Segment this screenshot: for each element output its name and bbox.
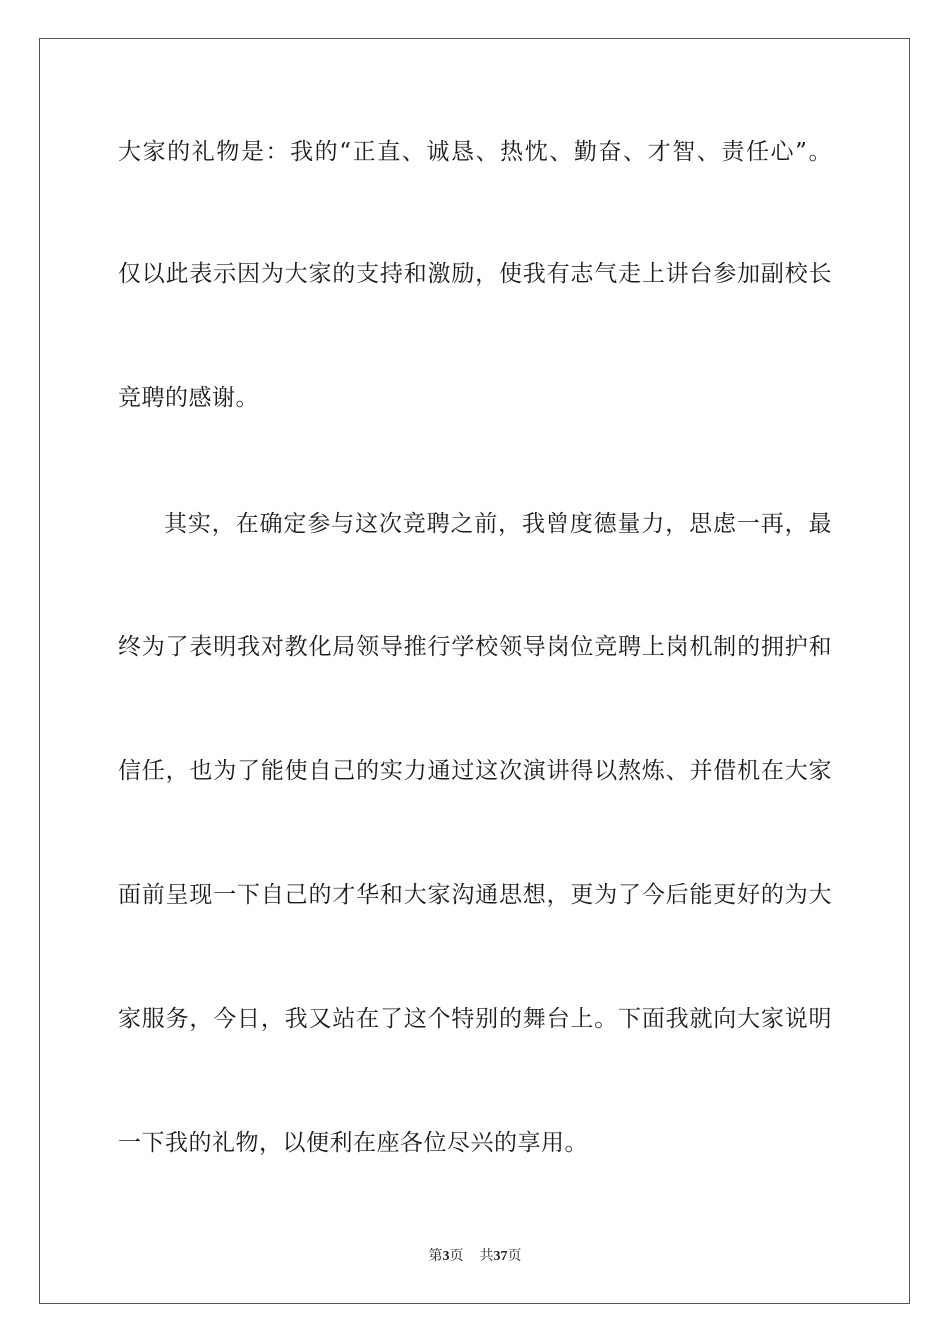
page-total: 37 — [493, 1249, 508, 1264]
text-line-7: 面前呈现一下自己的才华和大家沟通思想，更为了今后能更好的为大 — [118, 882, 832, 908]
total-suffix: 页 — [507, 1248, 522, 1264]
page-prefix: 第 — [428, 1248, 443, 1264]
page-border — [39, 38, 910, 1304]
text-line-9: 一下我的礼物，以便利在座各位尽兴的享用。 — [118, 1130, 588, 1156]
total-prefix: 共 — [479, 1248, 494, 1264]
text-line-1: 大家的礼物是：我的“正直、诚恳、热忱、勤奋、才智、责任心”。 — [118, 139, 832, 165]
text-line-2: 仅以此表示因为大家的支持和激励，使我有志气走上讲台参加副校长 — [118, 261, 832, 287]
text-line-5: 终为了表明我对教化局领导推行学校领导岗位竞聘上岗机制的拥护和 — [118, 634, 832, 660]
page-suffix: 页 — [449, 1248, 464, 1264]
page-footer — [0, 1247, 950, 1266]
page-current: 3 — [442, 1249, 450, 1264]
text-line-8: 家服务，今日，我又站在了这个特别的舞台上。下面我就向大家说明 — [118, 1006, 832, 1032]
text-line-6: 信任，也为了能使自己的实力通过这次演讲得以熬炼、并借机在大家 — [118, 758, 832, 784]
text-line-3: 竞聘的感谢。 — [118, 385, 259, 411]
text-line-4: 其实，在确定参与这次竞聘之前，我曾度德量力，思虑一再，最 — [164, 511, 832, 537]
